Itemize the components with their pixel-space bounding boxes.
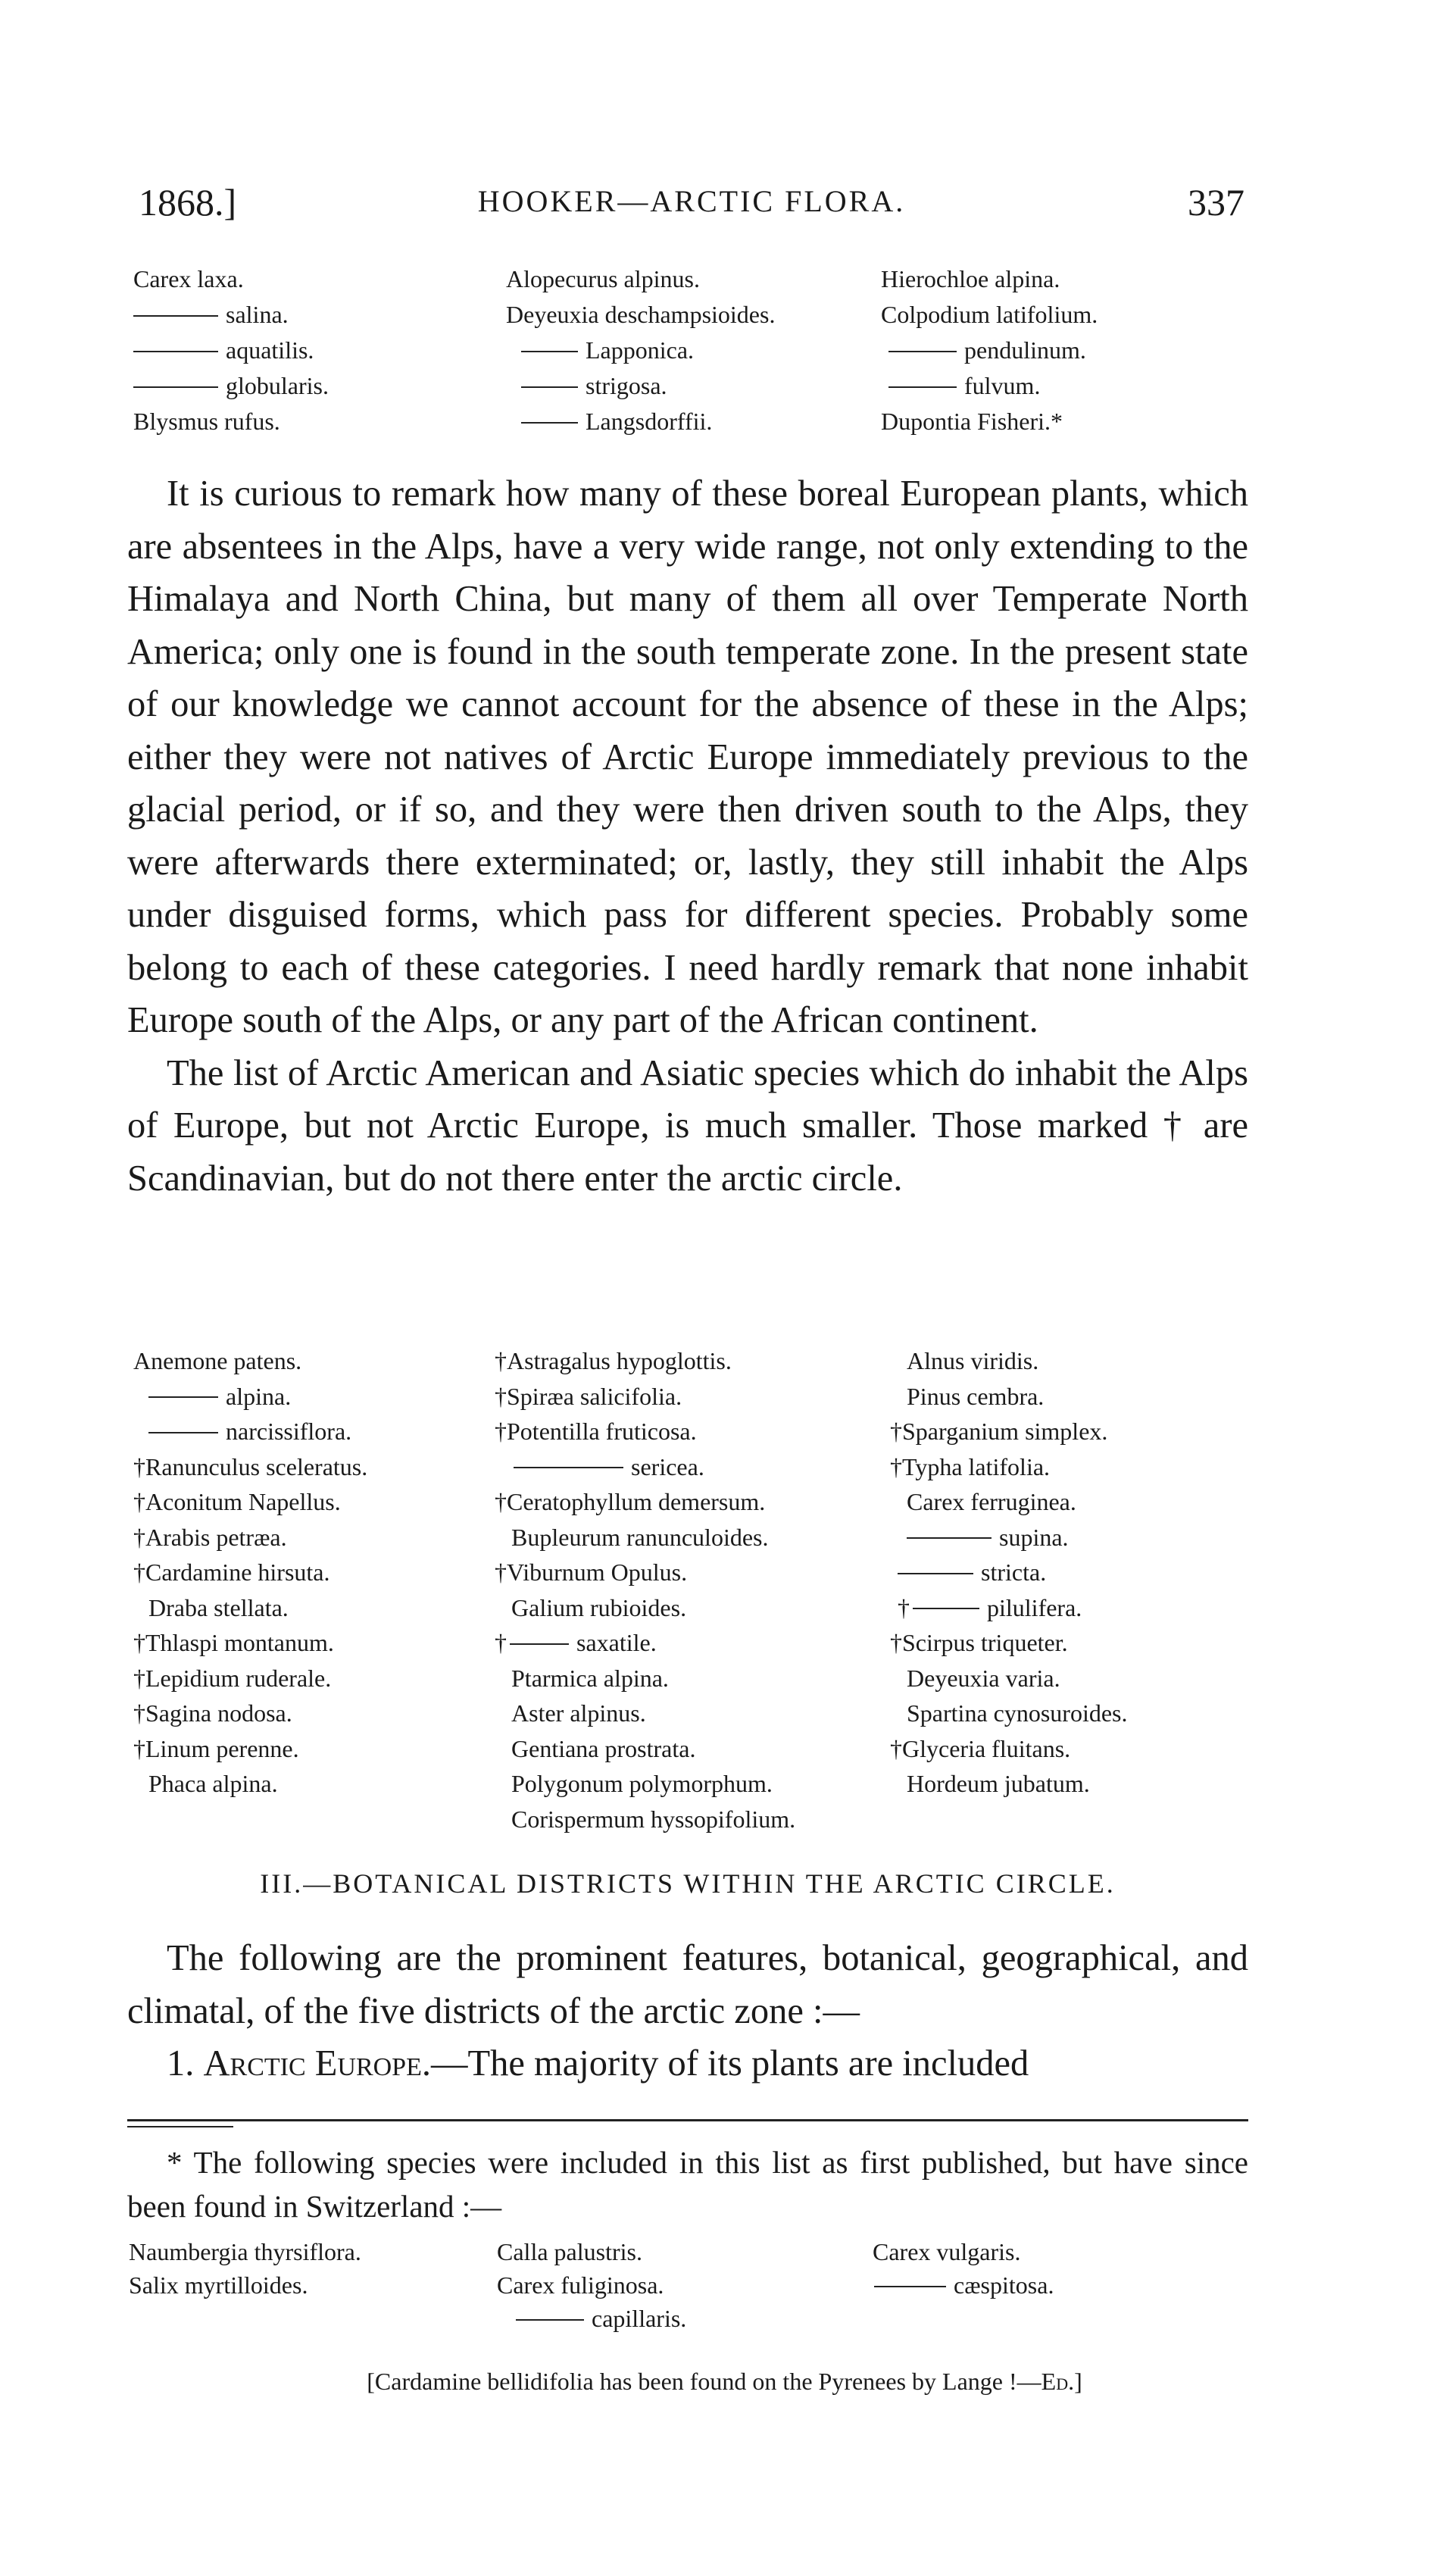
list-item: alpina. bbox=[133, 1379, 495, 1415]
list-item: †Ceratophyllum demersum. bbox=[495, 1488, 766, 1515]
list-item: Carex ferruginea. bbox=[907, 1488, 1076, 1515]
list-item: Bupleurum ranunculoides. bbox=[511, 1523, 769, 1551]
editor-abbrev: Ed. bbox=[1041, 2368, 1075, 2395]
ditto-dash bbox=[148, 1432, 218, 1433]
page-number: 337 bbox=[1188, 181, 1244, 224]
list-item: † pilulifera. bbox=[898, 1593, 1082, 1621]
ditto-dash bbox=[907, 1537, 992, 1539]
list-item: †Lepidium ruderale. bbox=[133, 1664, 332, 1692]
section-heading: III.—BOTANICAL DISTRICTS WITHIN THE ARCTIC CIRCLE. bbox=[260, 1868, 1116, 1899]
list-item: Colpodium latifolium. bbox=[881, 301, 1098, 328]
list-item: supina. bbox=[890, 1520, 1128, 1555]
list-item: †Cardamine hirsuta. bbox=[133, 1558, 330, 1586]
list-item: Hierochloe alpina. bbox=[881, 265, 1060, 292]
district-text: —The majority of its plants are included bbox=[431, 2043, 1029, 2084]
list-item: Langsdorffii. bbox=[506, 404, 881, 439]
list-item: Corispermum hyssopifolium. bbox=[511, 1805, 796, 1833]
list-item: Carex vulgaris. bbox=[873, 2238, 1021, 2265]
list-item: narcissiflora. bbox=[133, 1414, 495, 1449]
list-item: fulvum. bbox=[881, 368, 1098, 404]
district-term: Arctic Europe. bbox=[203, 2043, 431, 2084]
list-item: Alopecurus alpinus. bbox=[506, 265, 700, 292]
list-item: Carex fuliginosa. bbox=[497, 2271, 664, 2299]
list-item: Deyeuxia varia. bbox=[907, 1664, 1060, 1692]
ditto-dash bbox=[888, 386, 957, 388]
body-text-lower bbox=[127, 1932, 1248, 2090]
list-item: Anemone patens. bbox=[133, 1347, 302, 1374]
list-item: capillaris. bbox=[497, 2302, 873, 2335]
list-item: †Glyceria fluitans. bbox=[890, 1734, 1071, 1762]
ditto-dash bbox=[521, 386, 578, 388]
species-column-3 bbox=[873, 2235, 1054, 2335]
species-list-footnote bbox=[129, 2235, 1054, 2335]
footnote-text: * The following species were included in this list as first published, but have since been found in Switzerland :— bbox=[127, 2145, 1248, 2224]
list-item: Naumbergia thyrsiflora. bbox=[129, 2238, 361, 2265]
ditto-dash bbox=[133, 351, 218, 352]
list-item: Pinus cembra. bbox=[907, 1382, 1045, 1410]
list-item: †Viburnum Opulus. bbox=[495, 1558, 688, 1586]
list-item: Carex laxa. bbox=[133, 265, 244, 292]
list-item: Blysmus rufus. bbox=[133, 408, 280, 435]
ditto-dash bbox=[874, 2286, 946, 2287]
editor-note-end: ] bbox=[1074, 2368, 1082, 2395]
species-column-2 bbox=[497, 2235, 873, 2335]
list-item: †Linum perenne. bbox=[133, 1734, 299, 1762]
list-item: †Scirpus triqueter. bbox=[890, 1629, 1068, 1656]
district-number: 1. bbox=[167, 2043, 195, 2084]
species-column-1 bbox=[129, 2235, 497, 2335]
list-item: Lapponica. bbox=[506, 333, 881, 368]
list-item: Aster alpinus. bbox=[511, 1699, 646, 1727]
body-text-upper bbox=[127, 467, 1248, 1205]
list-item: †Sagina nodosa. bbox=[133, 1699, 292, 1727]
list-item: globularis. bbox=[133, 368, 506, 404]
species-list-top bbox=[133, 261, 1098, 439]
list-item: Alnus viridis. bbox=[907, 1347, 1039, 1374]
list-item: †Sparganium simplex. bbox=[890, 1418, 1108, 1445]
list-item: †Arabis petræa. bbox=[133, 1523, 287, 1551]
paragraph: The following are the prominent features, botanical, geographical, and climatal, of the five districts of the arctic zone :— bbox=[127, 1938, 1248, 2031]
list-item: †Spiræa salicifolia. bbox=[495, 1382, 682, 1410]
ditto-dash bbox=[148, 1396, 218, 1398]
ditto-dash bbox=[516, 2319, 584, 2321]
ditto-dash bbox=[521, 422, 578, 424]
species-column-1 bbox=[133, 261, 506, 439]
species-column-1 bbox=[133, 1343, 495, 1837]
editor-note bbox=[0, 2368, 1449, 2396]
species-column-2 bbox=[495, 1343, 890, 1837]
list-item: pendulinum. bbox=[881, 333, 1098, 368]
list-item: †Aconitum Napellus. bbox=[133, 1488, 341, 1515]
header-title: HOOKER—ARCTIC FLORA. bbox=[477, 184, 906, 218]
list-item: Hordeum jubatum. bbox=[907, 1770, 1090, 1797]
list-item: Galium rubioides. bbox=[511, 1593, 687, 1621]
header-year: 1868.] bbox=[139, 181, 237, 224]
list-item: cæspitosa. bbox=[873, 2268, 1054, 2302]
ditto-dash bbox=[888, 351, 957, 352]
list-item: †Potentilla fruticosa. bbox=[495, 1418, 697, 1445]
list-item: Salix myrtilloides. bbox=[129, 2271, 308, 2299]
editor-note-main: [Cardamine bellidifolia has been found on the Pyrenees by Lange !— bbox=[367, 2368, 1041, 2395]
list-item: Deyeuxia deschampsioides. bbox=[506, 301, 776, 328]
list-item: Polygonum polymorphum. bbox=[511, 1770, 773, 1797]
ditto-dash bbox=[514, 1467, 623, 1468]
list-item: Spartina cynosuroides. bbox=[907, 1699, 1128, 1727]
running-header bbox=[139, 180, 1244, 233]
list-item: †Ranunculus sceleratus. bbox=[133, 1452, 368, 1480]
paragraph: The list of Arctic American and Asiatic species which do inhabit the Alps of Europe, but not Arctic Europe, is much smaller. Those marked † are Scandinavian, but do not there enter the arctic circle. bbox=[127, 1052, 1248, 1199]
footnote bbox=[127, 2140, 1248, 2228]
list-item: strigosa. bbox=[506, 368, 881, 404]
species-column-3 bbox=[890, 1343, 1128, 1837]
list-item: †Astragalus hypoglottis. bbox=[495, 1347, 732, 1374]
ditto-dash bbox=[510, 1643, 569, 1645]
list-item: Calla palustris. bbox=[497, 2238, 642, 2265]
list-item: sericea. bbox=[495, 1449, 890, 1485]
list-item: Phaca alpina. bbox=[148, 1770, 278, 1797]
ditto-dash bbox=[898, 1573, 973, 1574]
list-item: †Thlaspi montanum. bbox=[133, 1629, 334, 1656]
species-column-3 bbox=[881, 261, 1098, 439]
ditto-dash bbox=[521, 351, 578, 352]
list-item: aquatilis. bbox=[133, 333, 506, 368]
list-item: salina. bbox=[133, 297, 506, 333]
ditto-dash bbox=[133, 315, 218, 317]
species-list-middle bbox=[133, 1343, 1128, 1837]
list-item: Draba stellata. bbox=[148, 1593, 289, 1621]
footnote-rule-short bbox=[127, 2126, 233, 2127]
ditto-dash bbox=[133, 386, 218, 388]
list-item: Gentiana prostrata. bbox=[511, 1734, 696, 1762]
paragraph bbox=[127, 2037, 1248, 2090]
ditto-dash bbox=[913, 1608, 979, 1609]
species-column-2 bbox=[506, 261, 881, 439]
list-item: Ptarmica alpina. bbox=[511, 1664, 669, 1692]
list-item: Dupontia Fisheri.* bbox=[881, 408, 1063, 435]
list-item: †Typha latifolia. bbox=[890, 1452, 1051, 1480]
footnote-rule bbox=[127, 2119, 1248, 2121]
paragraph: It is curious to remark how many of these boreal European plants, which are absentees in the Alps, have a very wide range, not only extending to the Himalaya and North China, but many of them all over Temperate North America; only one is found in the south temperate zone. In the present state of our knowledge we cannot account for the absence of these in the Alps; either they were not natives of Arctic Europe immediately previous to the glacial period, or if so, and they were then driven south to the Alps, they were afterwards there exterminated; or, lastly, they still inhabit the Alps under disguised forms, which pass for different species. Probably some belong to each of these categories. I need hardly remark that none inhabit Europe south of the Alps, or any part of the African continent. bbox=[127, 474, 1248, 1040]
list-item: † saxatile. bbox=[495, 1629, 657, 1656]
list-item: stricta. bbox=[890, 1555, 1128, 1590]
